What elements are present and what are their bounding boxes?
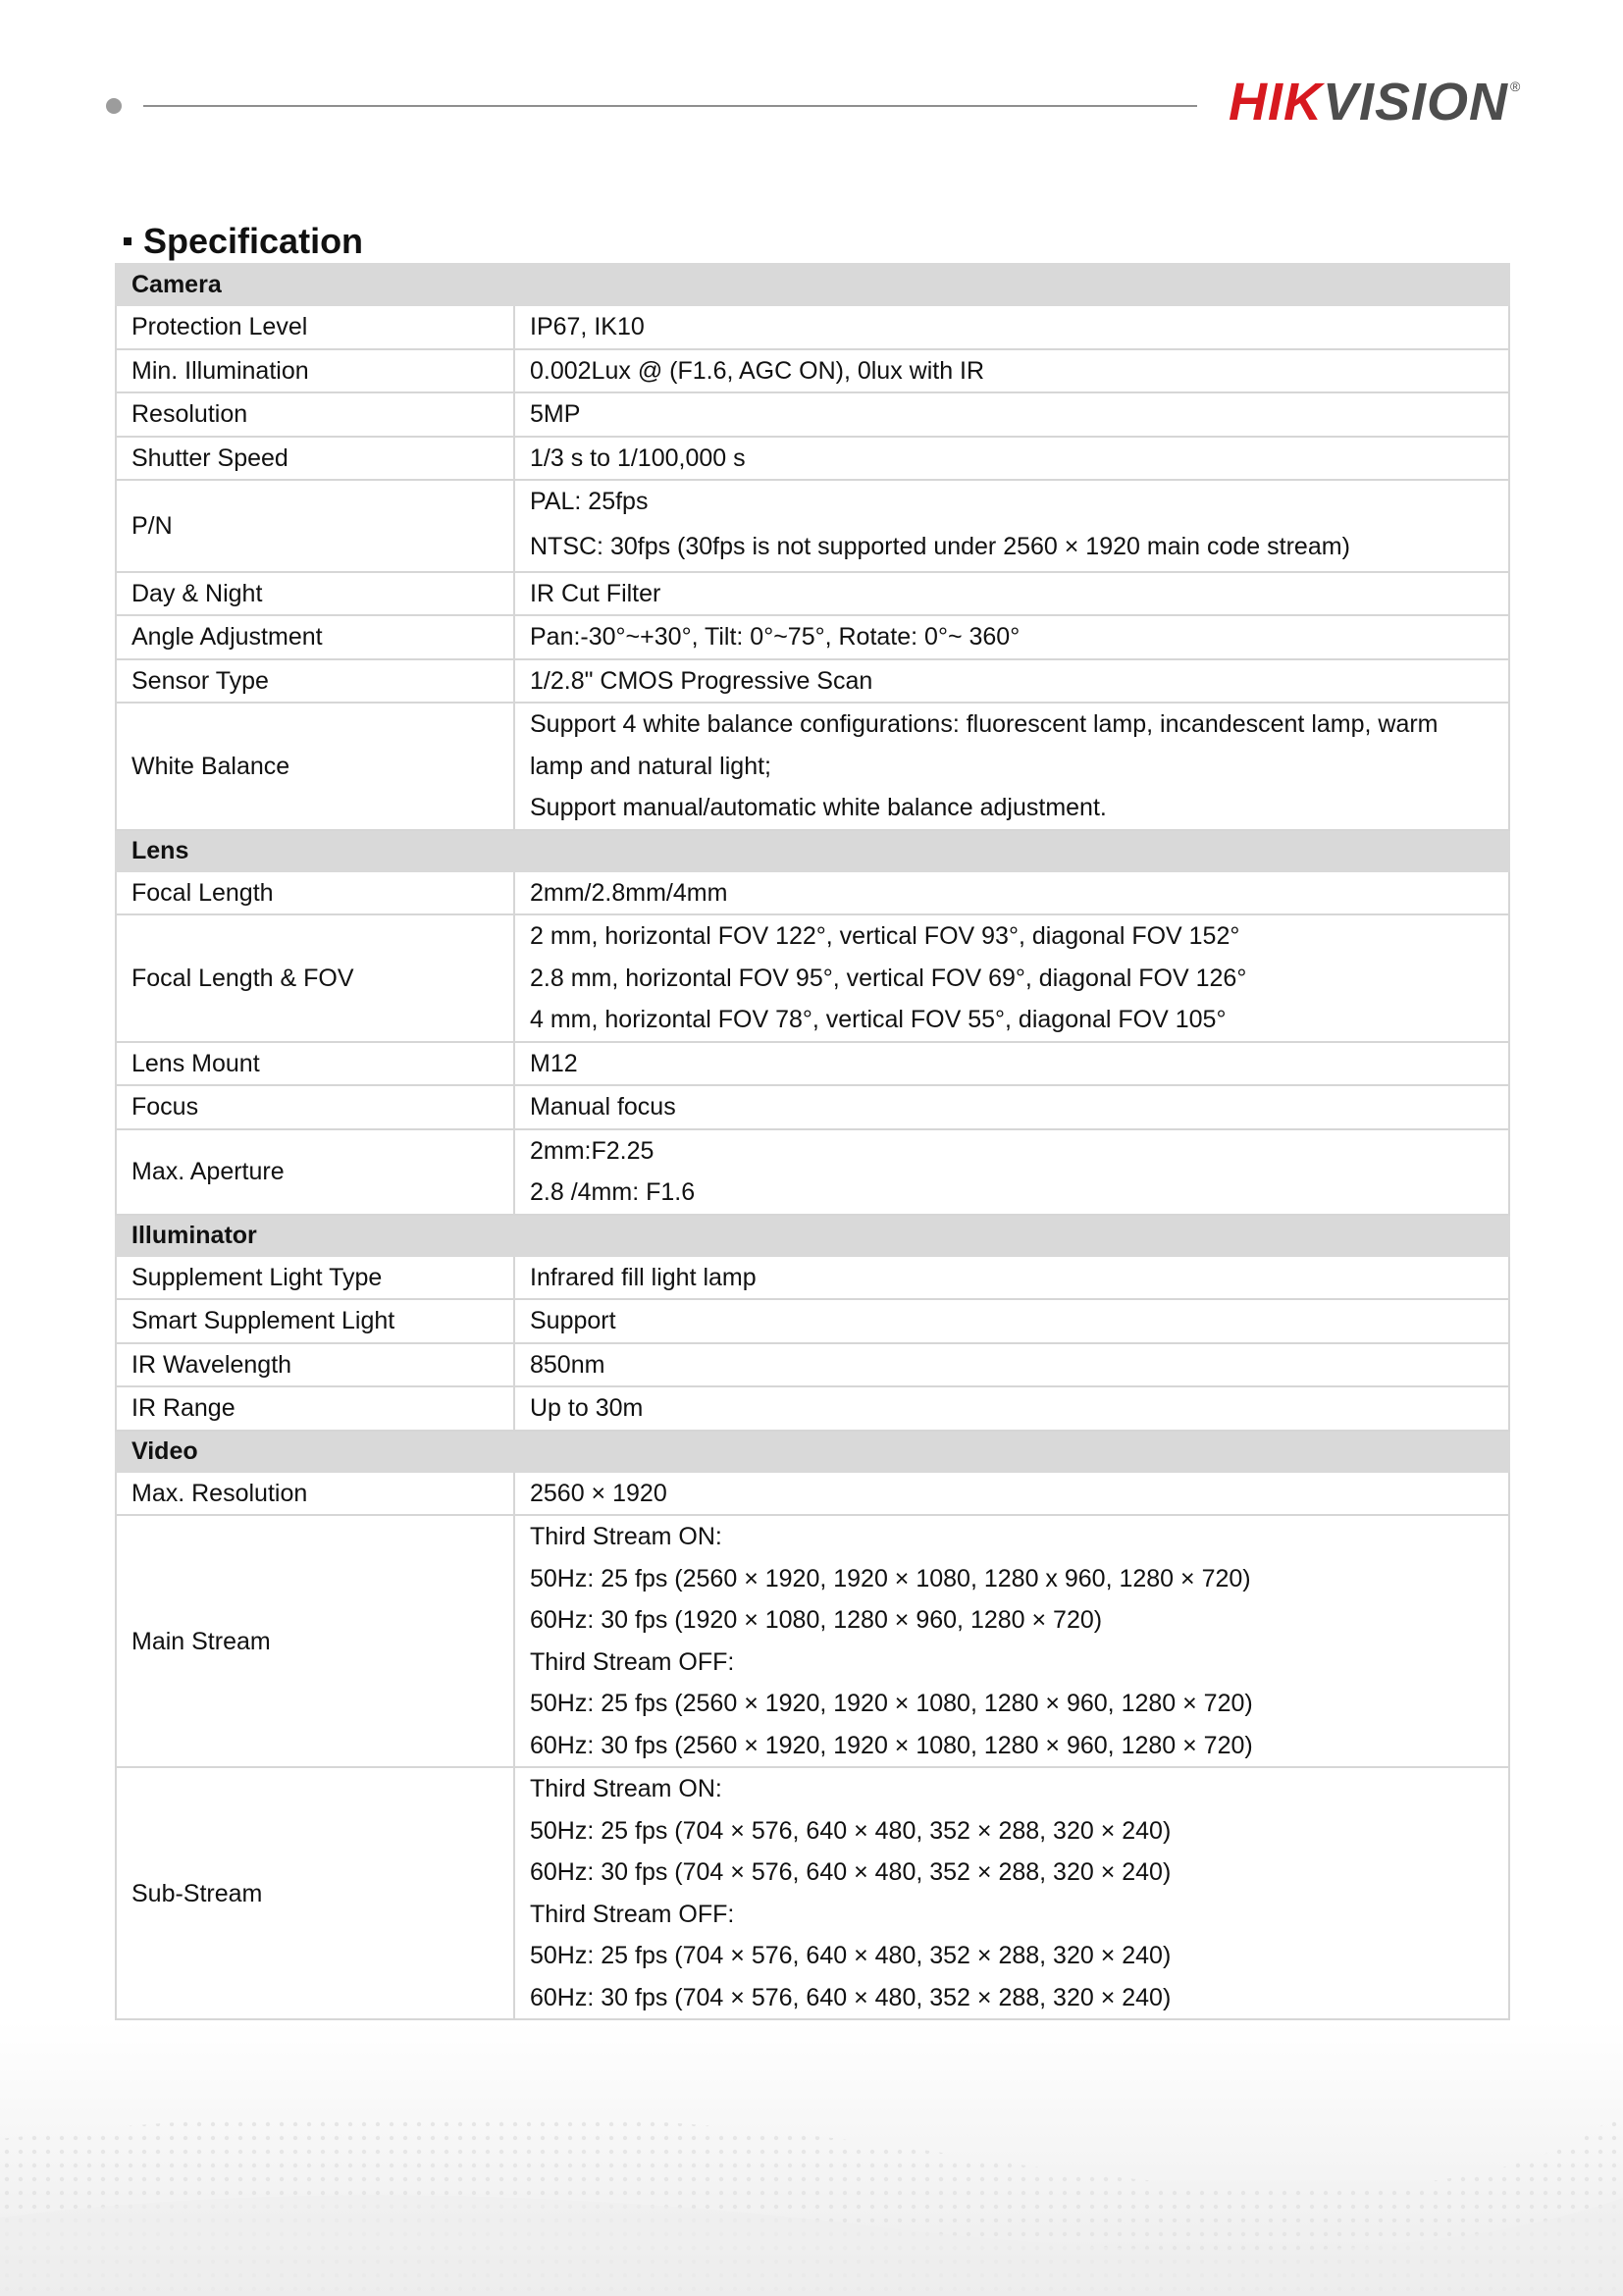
section-header: Video (116, 1431, 1509, 1472)
spec-value-line: Manual focus (530, 1093, 676, 1121)
spec-value-line: Up to 30m (530, 1394, 644, 1422)
spec-label: Min. Illumination (116, 349, 514, 393)
spec-value (514, 437, 1509, 481)
spec-value (514, 1085, 1509, 1129)
spec-value-line: 60Hz: 30 fps (2560 × 1920, 1920 × 1080, 1280 × 960, 1280 × 720) (530, 1731, 1253, 1759)
spec-value-line: Third Stream ON: (530, 1523, 722, 1550)
spec-value (514, 1042, 1509, 1086)
spec-value-line: 1/3 s to 1/100,000 s (530, 444, 746, 472)
spec-value (514, 572, 1509, 616)
section-header: Illuminator (116, 1215, 1509, 1256)
spec-value-line: 850nm (530, 1350, 605, 1379)
spec-value (514, 305, 1509, 349)
spec-value-line: 2.8 mm, horizontal FOV 95°, vertical FOV 69°, diagonal FOV 126° (530, 964, 1247, 992)
spec-value (514, 1386, 1509, 1431)
spec-value (514, 480, 1509, 572)
spec-label: Shutter Speed (116, 437, 514, 481)
spec-value (514, 1343, 1509, 1387)
spec-value-line: Third Stream ON: (530, 1775, 722, 1802)
spec-value (514, 349, 1509, 393)
spec-value-line: IR Cut Filter (530, 579, 661, 607)
table-row (116, 1299, 1509, 1343)
spec-label: Smart Supplement Light (116, 1299, 514, 1343)
specification-table (115, 263, 1510, 2020)
title-bullet (124, 237, 131, 245)
spec-value (514, 871, 1509, 915)
table-row (116, 349, 1509, 393)
table-row (116, 1129, 1509, 1215)
spec-value-line: Third Stream OFF: (530, 1900, 735, 1928)
table-row (116, 1343, 1509, 1387)
table-row (116, 1767, 1509, 2019)
spec-value-line: 5MP (530, 400, 581, 428)
spec-value-line: 50Hz: 25 fps (704 × 576, 640 × 480, 352 × 288, 320 × 240) (530, 1816, 1172, 1845)
spec-label: IR Wavelength (116, 1343, 514, 1387)
spec-value-line: 4 mm, horizontal FOV 78°, vertical FOV 55°, diagonal FOV 105° (530, 1006, 1227, 1033)
table-row (116, 1515, 1509, 1767)
spec-value-line: lamp and natural light; (530, 752, 771, 780)
spec-value-line: 2mm/2.8mm/4mm (530, 878, 728, 907)
spec-value-line: 2.8 /4mm: F1.6 (530, 1178, 696, 1206)
spec-value-line: 50Hz: 25 fps (704 × 576, 640 × 480, 352 × 288, 320 × 240) (530, 1942, 1172, 1969)
spec-value (514, 703, 1509, 830)
spec-label: Focal Length (116, 871, 514, 915)
spec-value-line: Infrared fill light lamp (530, 1263, 757, 1291)
spec-label: Supplement Light Type (116, 1256, 514, 1300)
spec-value-line: 2mm:F2.25 (530, 1136, 654, 1165)
spec-label: Focal Length & FOV (116, 914, 514, 1042)
spec-label: P/N (116, 480, 514, 572)
spec-value-line: 60Hz: 30 fps (704 × 576, 640 × 480, 352 × 288, 320 × 240) (530, 1983, 1172, 2011)
logo-text-gray: VISION (1323, 73, 1509, 131)
spec-value-line: Third Stream OFF: (530, 1647, 735, 1676)
spec-value (514, 1299, 1509, 1343)
spec-label: Resolution (116, 392, 514, 437)
spec-value-line: Support (530, 1307, 616, 1334)
spec-value (514, 1129, 1509, 1215)
spec-value-line: M12 (530, 1049, 578, 1077)
spec-value-line: 1/2.8" CMOS Progressive Scan (530, 666, 873, 695)
spec-value (514, 1472, 1509, 1516)
spec-label: White Balance (116, 703, 514, 830)
table-row (116, 1085, 1509, 1129)
table-row (116, 572, 1509, 616)
spec-value-line: Support manual/automatic white balance adjustment. (530, 794, 1107, 821)
table-row (116, 615, 1509, 659)
spec-value-line: Pan:-30°~+30°, Tilt: 0°~75°, Rotate: 0°~ 360° (530, 623, 1021, 651)
spec-value (514, 1767, 1509, 2019)
spec-value-line: 2560 × 1920 (530, 1479, 667, 1507)
table-row (116, 437, 1509, 481)
spec-label: Sub-Stream (116, 1767, 514, 2019)
spec-label: Max. Resolution (116, 1472, 514, 1516)
table-row (116, 1472, 1509, 1516)
bottom-decoration (0, 2021, 1623, 2296)
page-title (124, 216, 363, 267)
table-row (116, 1386, 1509, 1431)
spec-value-line: 50Hz: 25 fps (2560 × 1920, 1920 × 1080, 1280 x 960, 1280 × 720) (530, 1564, 1251, 1592)
section-header-row (116, 830, 1509, 871)
table-row (116, 305, 1509, 349)
spec-value-line: Support 4 white balance configurations: fluorescent lamp, incandescent lamp, warm (530, 710, 1439, 738)
spec-value-line: 60Hz: 30 fps (1920 × 1080, 1280 × 960, 1280 × 720) (530, 1606, 1103, 1634)
table-row (116, 1256, 1509, 1300)
section-header-row (116, 1431, 1509, 1472)
logo-text-red: HIK (1229, 73, 1323, 131)
spec-label: Main Stream (116, 1515, 514, 1767)
table-row (116, 914, 1509, 1042)
spec-label: Max. Aperture (116, 1129, 514, 1215)
spec-value-line: 60Hz: 30 fps (704 × 576, 640 × 480, 352 × 288, 320 × 240) (530, 1858, 1172, 1886)
section-header: Lens (116, 830, 1509, 871)
spec-value-line: PAL: 25fps (530, 488, 649, 515)
table-row (116, 659, 1509, 704)
table-row (116, 871, 1509, 915)
spec-value-line: 0.002Lux @ (F1.6, AGC ON), 0lux with IR (530, 356, 985, 385)
spec-label: Sensor Type (116, 659, 514, 704)
spec-label: Lens Mount (116, 1042, 514, 1086)
spec-value (514, 615, 1509, 659)
section-header-row (116, 264, 1509, 305)
section-header-row (116, 1215, 1509, 1256)
spec-value (514, 914, 1509, 1042)
header-dot (106, 98, 122, 114)
spec-value-line: NTSC: 30fps (30fps is not supported under 2560 × 1920 main code stream) (530, 532, 1350, 560)
spec-value (514, 659, 1509, 704)
spec-label: Angle Adjustment (116, 615, 514, 659)
spec-value-line: 2 mm, horizontal FOV 122°, vertical FOV 93°, diagonal FOV 152° (530, 922, 1240, 950)
spec-value-line: 50Hz: 25 fps (2560 × 1920, 1920 × 1080, 1280 × 960, 1280 × 720) (530, 1690, 1253, 1717)
table-row (116, 703, 1509, 830)
spec-value (514, 1515, 1509, 1767)
logo-registered-mark: ® (1510, 78, 1521, 94)
spec-label: Protection Level (116, 305, 514, 349)
spec-value (514, 392, 1509, 437)
page-header (0, 0, 1623, 157)
table-row (116, 1042, 1509, 1086)
page-title-text: Specification (143, 221, 364, 261)
dot-pattern-decoration (0, 2021, 1623, 2296)
spec-label: Day & Night (116, 572, 514, 616)
spec-label: IR Range (116, 1386, 514, 1431)
table-row (116, 480, 1509, 572)
hikvision-logo (1229, 73, 1520, 131)
section-header: Camera (116, 264, 1509, 305)
spec-value (514, 1256, 1509, 1300)
header-rule (143, 105, 1197, 107)
table-row (116, 392, 1509, 437)
spec-label: Focus (116, 1085, 514, 1129)
spec-value-line: IP67, IK10 (530, 313, 645, 340)
